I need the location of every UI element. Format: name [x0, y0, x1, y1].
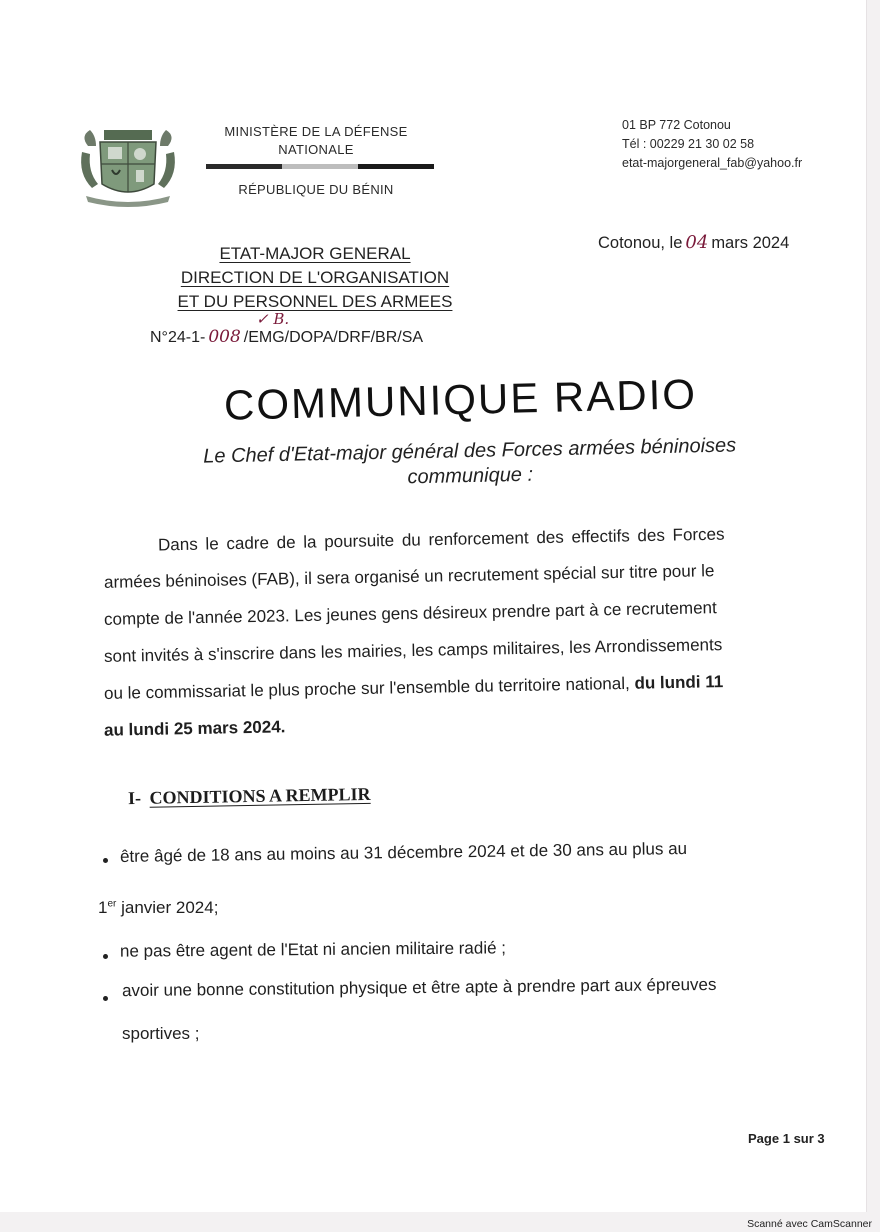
republic-name: RÉPUBLIQUE DU BÉNIN	[238, 182, 394, 197]
paragraph-line: compte de l'année 2023. Les jeunes gens désireux prendre part à ce recrutement	[103, 598, 717, 629]
paragraph-date-start: du lundi 11	[634, 672, 724, 693]
page-current: 1	[782, 1131, 790, 1146]
email-address: etat-majorgeneral_fab@yahoo.fr	[622, 156, 803, 170]
section-number: I-	[127, 787, 142, 809]
reference-suffix: /EMG/DOPA/DRF/BR/SA	[243, 329, 424, 346]
handwritten-annotation: ✓ B.	[256, 310, 290, 328]
section-heading	[128, 784, 371, 809]
condition-item-1: être âgé de 18 ans au moins au 31 décembre 2024 et de 30 ans au plus au	[119, 839, 688, 866]
sender-line-3: ET DU PERSONNEL DES ARMEES	[177, 292, 453, 311]
ministry-name-line2: NATIONALE	[278, 142, 354, 157]
intro-line-2: communique :	[407, 463, 534, 489]
paragraph-line	[104, 672, 724, 704]
paragraph-line: sont invités à s'inscrire dans les mairies, les camps militaires, les Arrondissements	[103, 635, 723, 666]
reference-prefix: N°24-1-	[150, 329, 206, 346]
continuation-day: 1	[98, 898, 108, 917]
bullet-dot	[103, 858, 108, 863]
page-separator: sur	[793, 1131, 814, 1146]
paragraph-line: armées béninoises (FAB), il sera organisé un recrutement spécial sur titre pour le	[103, 561, 715, 592]
bullet-dot	[103, 954, 108, 959]
condition-item-2: ne pas être agent de l'Etat ni ancien militaire radié ;	[119, 938, 507, 961]
sender-line-2: DIRECTION DE L'ORGANISATION	[180, 268, 450, 287]
sender-line-1: ETAT-MAJOR GENERAL	[219, 244, 411, 263]
condition-item-3-continuation: sportives ;	[122, 1024, 200, 1043]
date-suffix: mars 2024	[711, 234, 790, 252]
phone-number: Tél : 00229 21 30 02 58	[622, 137, 755, 151]
paragraph-line: Dans le cadre de la poursuite du renforcement des effectifs des Forces	[157, 524, 725, 555]
paragraph-line-text: ou le commissariat le plus proche sur l'ensemble du territoire national,	[103, 673, 630, 703]
ministry-name-line1: MINISTÈRE DE LA DÉFENSE	[224, 124, 408, 139]
bullet-dot	[103, 996, 108, 1001]
page-number	[748, 1131, 825, 1146]
condition-item-1-continuation	[98, 898, 218, 918]
page-prefix: Page	[748, 1131, 780, 1146]
condition-item-3: avoir une bonne constitution physique et être apte à prendre part aux épreuves	[121, 974, 717, 1001]
section-title: CONDITIONS A REMPLIR	[149, 783, 371, 808]
scanner-watermark: Scanné avec CamScanner	[747, 1218, 872, 1230]
continuation-superscript: er	[107, 898, 117, 910]
continuation-rest: janvier 2024;	[116, 898, 219, 917]
reference-handwritten-number: 008	[208, 327, 241, 347]
postal-address: 01 BP 772 Cotonou	[622, 118, 731, 132]
intro-line-1: Le Chef d'Etat-major général des Forces armées béninoises	[203, 434, 737, 468]
date-handwritten-day: 04	[685, 232, 709, 253]
page-total: 3	[817, 1131, 825, 1146]
document-title: COMMUNIQUE RADIO	[223, 370, 698, 429]
paragraph-date-end: au lundi 25 mars 2024.	[103, 717, 286, 740]
date-prefix: Cotonou, le	[598, 234, 683, 252]
